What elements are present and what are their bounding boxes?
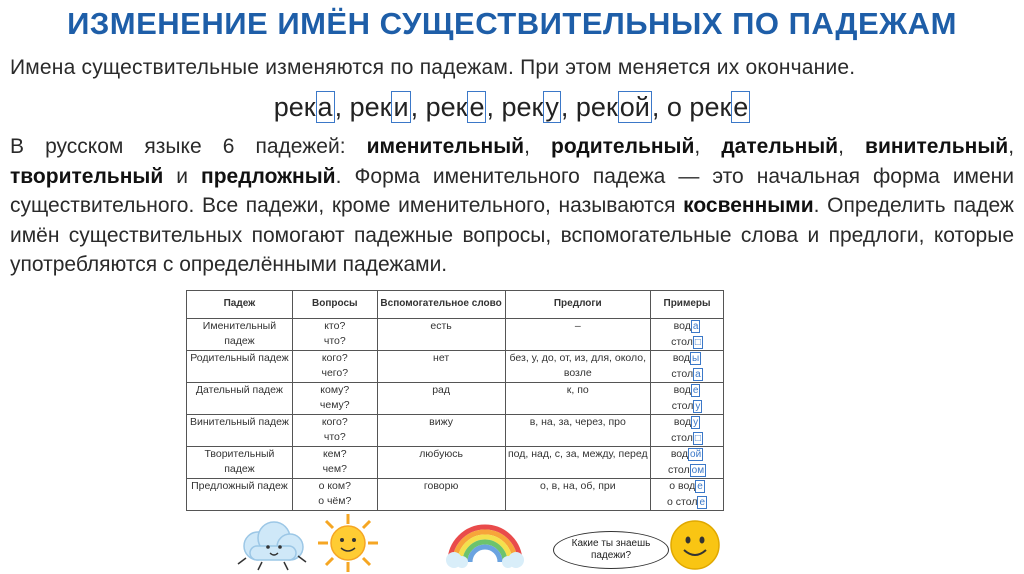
text-run: ,	[1008, 135, 1015, 158]
question: кому?	[320, 384, 350, 396]
example-stem: вод	[673, 384, 691, 396]
table-row	[187, 479, 724, 511]
ending-box: а	[317, 92, 333, 122]
examples	[651, 319, 724, 351]
example-ending: а	[692, 321, 699, 332]
question: кого?	[321, 352, 348, 364]
question: кто?	[324, 320, 346, 332]
example-stem: стол	[671, 431, 693, 444]
sun-icon	[316, 512, 380, 574]
word-stem: рек	[349, 92, 392, 122]
example-ending: у	[695, 400, 701, 412]
question: о ком?	[318, 480, 351, 492]
question: чем?	[322, 462, 347, 475]
example-stem: стол	[671, 367, 694, 380]
text-run: В русском языке 6 падежей:	[10, 135, 367, 158]
word-form	[350, 92, 418, 123]
question: что?	[323, 430, 346, 443]
case-name: Предложный падеж	[187, 479, 293, 511]
examples	[651, 383, 724, 415]
case-term: винительный	[865, 135, 1009, 158]
word-punct: ,	[560, 92, 569, 122]
table-row	[187, 383, 724, 415]
case-questions	[292, 415, 377, 447]
example-stem: вод	[672, 352, 691, 364]
case-name: Дательный падеж	[187, 383, 293, 415]
case-term: творительный	[10, 164, 164, 188]
example-ending: □	[694, 336, 701, 348]
prepositions: в, на, за, через, про	[505, 415, 651, 447]
aux-word: нет	[377, 351, 505, 383]
case-questions	[292, 447, 377, 479]
header-examples: Примеры	[651, 291, 724, 319]
question: что?	[323, 334, 346, 347]
cloud-icon	[232, 516, 314, 572]
example-stem: о вод	[669, 480, 696, 492]
example-ending: ы	[692, 353, 700, 364]
example-ending: а	[695, 368, 701, 380]
case-term: родительный	[551, 135, 695, 158]
text-run: . Форма именительного падежа — это начальная форма имени существительного. Все падежи, кроме именительного, называются	[10, 164, 1014, 217]
text-run: ,	[838, 135, 866, 158]
case-questions	[292, 383, 377, 415]
word-stem: рек	[575, 92, 618, 122]
case-name: Именительный падеж	[187, 319, 293, 351]
case-term: именительный	[366, 135, 525, 158]
ending-box: ой	[619, 92, 650, 122]
example-stem: о стол	[667, 495, 698, 508]
rainbow-icon	[444, 512, 526, 568]
example-stem: стол	[671, 399, 694, 412]
case-questions	[292, 479, 377, 511]
table-row	[187, 351, 724, 383]
example-stem: стол	[671, 335, 693, 348]
ending-box: е	[469, 92, 485, 122]
header-questions: Вопросы	[292, 291, 377, 319]
word-stem: рек	[501, 92, 544, 122]
prepositions: к, по	[505, 383, 651, 415]
word-form	[426, 92, 494, 123]
word-forms	[0, 92, 1024, 123]
header-aux-word: Вспомогательное слово	[377, 291, 505, 319]
smiley-icon	[668, 518, 722, 572]
word-punct: ,	[410, 92, 419, 122]
case-questions	[292, 351, 377, 383]
case-term: дательный	[721, 135, 839, 158]
case-name: Родительный падеж	[187, 351, 293, 383]
prepositions: о, в, на, об, при	[505, 479, 651, 511]
header-prepositions: Предлоги	[505, 291, 651, 319]
example-stem: стол	[667, 463, 690, 476]
example-ending: у	[693, 417, 699, 428]
page-title: ИЗМЕНЕНИЕ ИМЁН СУЩЕСТВИТЕЛЬНЫХ ПО ПАДЕЖАМ	[67, 6, 957, 41]
word-punct: ,	[334, 92, 343, 122]
examples	[651, 479, 724, 511]
oblique-term: косвенными	[683, 194, 814, 217]
example-stem: вод	[670, 448, 689, 460]
question: кем?	[322, 448, 347, 460]
aux-word: говорю	[377, 479, 505, 511]
word-stem: рек	[273, 92, 316, 122]
speech-bubble: Какие ты знаешь падежи?	[553, 531, 669, 569]
prepositions: –	[505, 319, 651, 351]
question: чему?	[319, 398, 350, 411]
example-ending: □	[694, 432, 701, 444]
table-row	[187, 447, 724, 479]
ending-box: и	[393, 92, 409, 122]
example-ending: е	[692, 385, 699, 396]
cases-table	[186, 290, 724, 511]
aux-word: есть	[377, 319, 505, 351]
aux-word: рад	[377, 383, 505, 415]
word-form	[502, 92, 569, 123]
table-header-row	[187, 291, 724, 319]
word-punct: ,	[486, 92, 494, 122]
table-row	[187, 415, 724, 447]
example-stem: вод	[673, 320, 691, 332]
case-name: Творительный падеж	[187, 447, 293, 479]
question: о чём?	[318, 494, 352, 507]
example-ending: е	[697, 481, 703, 492]
text-run: ,	[694, 135, 722, 158]
word-stem: рек	[425, 92, 468, 122]
examples	[651, 447, 724, 479]
table-row	[187, 319, 724, 351]
examples	[651, 415, 724, 447]
question: кого?	[321, 416, 348, 428]
text-run: ,	[524, 135, 552, 158]
word-form	[667, 92, 750, 123]
explanation-paragraph	[10, 132, 1014, 280]
header-case: Падеж	[187, 291, 293, 319]
aux-word: вижу	[377, 415, 505, 447]
word-form	[576, 92, 659, 123]
prepositions: без, у, до, от, из, для, около, возле	[505, 351, 651, 383]
ending-box: е	[733, 92, 749, 122]
example-stem: вод	[673, 416, 692, 428]
prepositions: под, над, с, за, между, перед	[505, 447, 651, 479]
example-ending: ом	[691, 464, 705, 476]
question: чего?	[321, 366, 349, 379]
intro-text: Имена существительные изменяются по падежам. При этом меняется их окончание.	[10, 56, 856, 79]
word-form	[274, 92, 342, 123]
text-run: и	[163, 164, 202, 188]
case-questions	[292, 319, 377, 351]
example-ending: е	[699, 496, 706, 508]
text-run: . Определить падеж имён существительных помогают падежные вопросы, вспомогательные слова и предлоги, которые употребляются с определёнными падежами.	[10, 194, 1014, 276]
example-ending: ой	[690, 449, 702, 460]
ending-box: у	[545, 92, 559, 122]
word-punct: ,	[651, 92, 660, 122]
aux-word: любуюсь	[377, 447, 505, 479]
examples	[651, 351, 724, 383]
word-stem: о рек	[666, 92, 732, 122]
case-name: Винительный падеж	[187, 415, 293, 447]
case-term: предложный	[201, 164, 336, 188]
